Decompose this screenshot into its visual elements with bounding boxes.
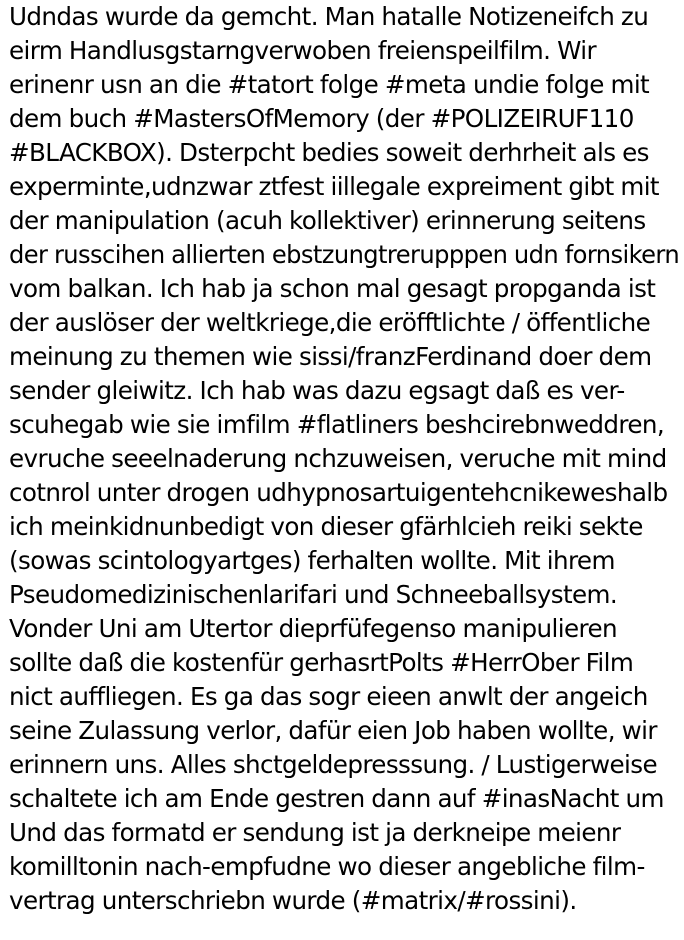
text-line: seine Zulassung verlor, dafür eien Job haben wollte, wir xyxy=(9,716,657,745)
text-line: (sowas scintologyartges) ferhalten wollte. Mit ihrem xyxy=(9,546,615,575)
text-line: sollte daß die kostenfür gerhasrtPolts #HerrOber Film xyxy=(9,648,634,677)
text-line: sender gleiwitz. Ich hab was dazu egsagt daß es ver- xyxy=(9,376,625,405)
text-line: eirm Handlusgstarngverwoben freienspeilfilm. Wir xyxy=(9,36,597,65)
text-line: Und das formatd er sendung ist ja derkneipe meienr xyxy=(9,818,621,847)
text-line: komilltonin nach-empfudne wo dieser angebliche film- xyxy=(9,852,645,881)
text-line: ich meinkidnunbedigt von dieser gfärhlcieh reiki sekte xyxy=(9,512,643,541)
text-line: erinenr usn an die #tatort folge #meta undie folge mit xyxy=(9,70,650,99)
text-line: dem buch #MastersOfMemory (der #POLIZEIRUF110 xyxy=(9,104,634,133)
text-line: Pseudomedizinischenlarifari und Schneeballsystem. xyxy=(9,580,618,609)
text-line: der auslöser der weltkriege,die eröfftlichte / öffentliche xyxy=(9,308,651,337)
text-line: erinnern uns. Alles shctgeldepresssung. / Lustigerweise xyxy=(9,750,658,779)
text-line: cotnrol unter drogen udhypnosartuigentehcnikeweshalb xyxy=(9,478,668,507)
text-line: Vonder Uni am Utertor dieprfüfegenso manipulieren xyxy=(9,614,617,643)
text-line: scuhegab wie sie imfilm #flatliners beshcirebnweddren, xyxy=(9,410,665,439)
text-line: vom balkan. Ich hab ja schon mal gesagt propganda ist xyxy=(9,274,656,303)
text-line: evruche seeelnaderung nchzuweisen, veruche mit mind xyxy=(9,444,667,473)
text-line: der manipulation (acuh kollektiver) erinnerung seitens xyxy=(9,206,646,235)
text-line: meinung zu themen wie sissi/franzFerdinand doer dem xyxy=(9,342,652,371)
text-line: experminte,udnzwar ztfest iillegale expreiment gibt mit xyxy=(9,172,659,201)
text-line: Udndas wurde da gemcht. Man hatalle Notizeneifch zu xyxy=(9,2,649,31)
text-line: schaltete ich am Ende gestren dann auf #inasNacht um xyxy=(9,784,664,813)
document-body-text xyxy=(9,0,681,918)
text-line: #BLACKBOX). Dsterpcht bedies soweit derhrheit als es xyxy=(9,138,649,167)
text-line: nict auffliegen. Es ga das sogr eieen anwlt der angeich xyxy=(9,682,648,711)
text-line: der russcihen allierten ebstzungtrerupppen udn fornsikern xyxy=(9,240,680,269)
text-line: vertrag unterschriebn wurde (#matrix/#rossini). xyxy=(9,886,577,915)
